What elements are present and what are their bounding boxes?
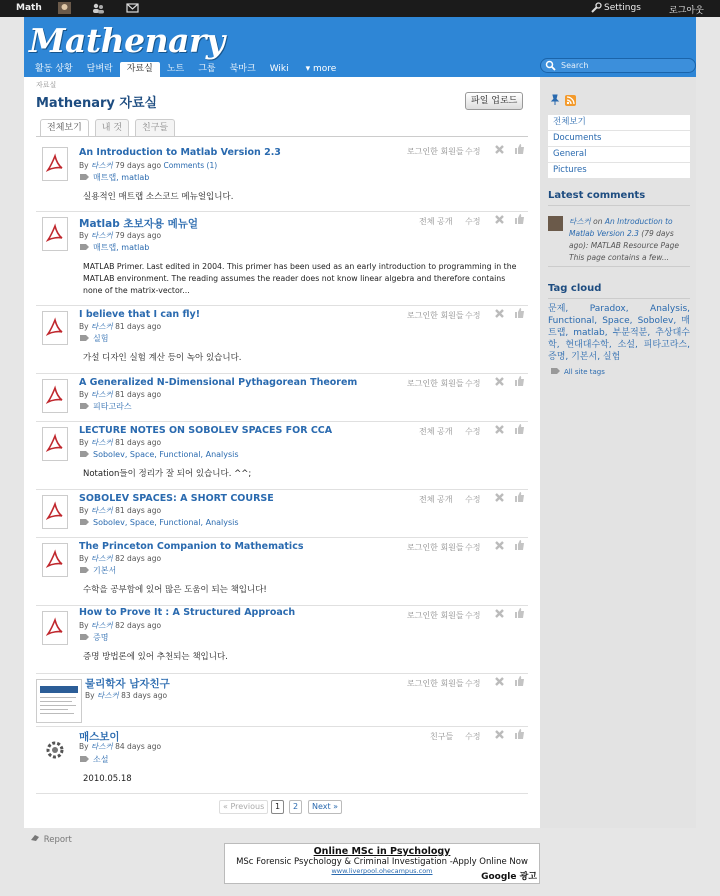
item-tags[interactable]: 피타고라스 — [79, 401, 132, 412]
visibility-label: 로그인한 회원들 — [407, 611, 464, 620]
tag-cloud-heading: Tag cloud — [548, 283, 602, 294]
report-icon — [30, 833, 41, 842]
pdf-icon — [46, 617, 64, 639]
item-tags[interactable]: Sobolev, Space, Functional, Analysis — [79, 518, 239, 527]
item-meta: By 타스커 82 days ago — [79, 621, 162, 630]
visibility-label: 로그인한 회원들 — [407, 311, 464, 320]
visibility-label: 로그인한 회원들 — [407, 543, 464, 552]
like-icon[interactable] — [514, 607, 525, 619]
search-icon — [545, 60, 556, 71]
item-meta: By 타스커 81 days ago — [79, 438, 162, 447]
filter-tab-friends[interactable]: 친구들 — [135, 119, 175, 136]
pdf-thumbnail[interactable] — [42, 147, 68, 181]
pager-previous: « Previous — [219, 800, 268, 814]
file-list-item — [36, 422, 528, 490]
ad-body: MSc Forensic Psychology & Criminal Investigation -Apply Online Now — [236, 857, 528, 867]
file-list-item — [36, 306, 528, 374]
tag-icon — [79, 173, 90, 181]
wrench-icon — [590, 2, 603, 14]
pager-next[interactable]: Next » — [308, 800, 342, 814]
delete-icon[interactable] — [494, 376, 505, 387]
like-icon[interactable] — [514, 491, 525, 503]
like-icon[interactable] — [514, 675, 525, 687]
delete-icon[interactable] — [494, 214, 505, 225]
like-icon[interactable] — [514, 375, 525, 387]
sidebar-item-pictures[interactable]: Pictures — [548, 163, 690, 178]
divider — [548, 298, 690, 299]
tag-icon — [79, 450, 90, 458]
item-title[interactable]: SOBOLEV SPACES: A SHORT COURSE — [79, 493, 274, 504]
pin-icon[interactable] — [550, 94, 560, 106]
main-nav — [28, 62, 343, 77]
file-list-item — [36, 606, 528, 674]
pdf-thumbnail[interactable] — [42, 495, 68, 529]
like-icon[interactable] — [514, 728, 525, 740]
avatar[interactable] — [548, 216, 563, 231]
pdf-icon — [46, 317, 64, 339]
visibility-label: 전체 공개 — [419, 495, 453, 504]
advertisement[interactable] — [224, 843, 540, 884]
pager-page-2[interactable]: 2 — [289, 800, 302, 814]
item-description: 수학을 공부함에 있어 많은 도움이 되는 책입니다! — [83, 585, 267, 595]
nav-tab-bookmarks[interactable]: 북마크 — [229, 64, 256, 74]
item-title[interactable]: The Princeton Companion to Mathematics — [79, 541, 304, 552]
edit-link[interactable]: 수정 — [465, 543, 481, 552]
pdf-thumbnail[interactable] — [42, 311, 68, 345]
item-description: 가설 디자인 실험 계산 등이 녹아 있습니다. — [83, 353, 242, 363]
file-list-item — [36, 727, 528, 794]
pdf-icon — [46, 549, 64, 571]
item-meta: By 타스커 79 days ago Comments (1) — [79, 161, 218, 170]
pdf-icon — [46, 153, 64, 175]
like-icon[interactable] — [514, 307, 525, 319]
site-header — [24, 17, 696, 77]
pdf-icon — [46, 385, 64, 407]
pdf-thumbnail[interactable] — [42, 427, 68, 461]
report-link[interactable]: Report — [30, 833, 72, 845]
gear-icon — [44, 739, 66, 761]
pdf-icon — [46, 223, 64, 245]
sidebar-item-general[interactable]: General — [548, 147, 690, 162]
tag-icon — [79, 633, 90, 641]
edit-link[interactable]: 수정 — [465, 732, 481, 741]
pdf-thumbnail[interactable] — [42, 543, 68, 577]
settings-link[interactable]: Settings — [604, 3, 641, 13]
delete-icon[interactable] — [494, 729, 505, 740]
sidebar-icons — [550, 91, 576, 110]
item-meta: By 타스커 82 days ago — [79, 554, 162, 563]
edit-link[interactable]: 수정 — [465, 311, 481, 320]
sidebar-item-documents[interactable]: Documents — [548, 131, 690, 146]
sidebar — [540, 77, 696, 828]
item-tags[interactable]: 매트랩, matlab — [79, 242, 149, 253]
item-title[interactable]: How to Prove It : A Structured Approach — [79, 607, 296, 618]
delete-icon[interactable] — [494, 144, 505, 155]
item-tags[interactable]: 증명 — [79, 632, 108, 643]
visibility-label: 로그인한 회원들 — [407, 379, 464, 388]
file-thumbnail[interactable] — [42, 732, 68, 766]
visibility-label: 친구들 — [430, 732, 454, 741]
filter-tabs — [40, 119, 181, 136]
file-list-item — [36, 490, 528, 538]
filter-tab-mine[interactable]: 내 것 — [95, 119, 129, 136]
item-description: 2010.05.18 — [83, 774, 132, 784]
pdf-thumbnail[interactable] — [42, 611, 68, 645]
item-tags[interactable]: 소설 — [79, 754, 108, 765]
item-meta: By 타스커 79 days ago — [79, 231, 162, 240]
tag-cloud[interactable]: 문제, Paradox, Analysis, Functional, Space, Sobolev, 매트랩, matlab, 부분적분, 추상대수학, 현대대수학, 소설, 피타고라스, 증명, 기본서, 실험 — [548, 304, 690, 362]
edit-link[interactable]: 수정 — [465, 427, 481, 436]
sidebar-item-all[interactable]: 전체보기 — [548, 115, 690, 130]
edit-link[interactable]: 수정 — [465, 611, 481, 620]
item-title[interactable]: 물리학자 남자친구 — [85, 678, 170, 690]
item-title[interactable]: A Generalized N-Dimensional Pythagorean Theorem — [79, 377, 358, 388]
divider — [548, 266, 690, 267]
tag-icon — [79, 402, 90, 410]
item-description: 실용적인 매트랩 소스코드 메뉴얼입니다. — [83, 192, 234, 202]
nav-tab-wiki[interactable]: Wiki — [269, 64, 289, 74]
edit-link[interactable]: 수정 — [465, 147, 481, 156]
nav-tab-files[interactable]: 자료실 — [120, 62, 160, 77]
visibility-label: 전체 공개 — [419, 217, 453, 226]
delete-icon[interactable] — [494, 492, 505, 503]
edit-link[interactable]: 수정 — [465, 379, 481, 388]
pdf-thumbnail[interactable] — [42, 379, 68, 413]
item-meta: By 타스커 81 days ago — [79, 390, 162, 399]
like-icon[interactable] — [514, 213, 525, 225]
latest-comment: 타스커 on An Introduction to Matlab Version 2.3 (79 days ago): MATLAB Resource Page This page contains a few... — [569, 217, 680, 262]
pdf-icon — [46, 433, 64, 455]
pdf-icon — [46, 501, 64, 523]
item-description: MATLAB Primer. Last edited in 2004. This primer has been used as an early introduction to programming in the MATLAB environment. The reading assumes the reader does not know linear algebra and therefore contains none of the matrix-vector... — [83, 262, 517, 295]
page-title: Mathenary 자료실 — [36, 96, 158, 111]
item-tags[interactable]: 기본서 — [79, 565, 116, 576]
item-tags[interactable]: 매트랩, matlab — [79, 172, 149, 183]
edit-link[interactable]: 수정 — [465, 679, 481, 688]
like-icon[interactable] — [514, 539, 525, 551]
edit-link[interactable]: 수정 — [465, 217, 481, 226]
pdf-thumbnail[interactable] — [42, 217, 68, 251]
nav-tab-more[interactable]: ▾ more — [305, 64, 337, 74]
avatar-icon[interactable] — [58, 2, 71, 14]
item-title[interactable]: I believe that I can fly! — [79, 309, 201, 320]
visibility-label: 전체 공개 — [419, 427, 453, 436]
file-list-item — [36, 538, 528, 606]
item-tags[interactable]: 실험 — [79, 333, 108, 344]
item-meta: By 타스커 81 days ago — [79, 506, 162, 515]
all-site-tags-link[interactable]: All site tags — [550, 367, 605, 376]
nav-tab-activity[interactable]: 활동 상황 — [35, 64, 73, 74]
rss-icon[interactable] — [565, 95, 576, 106]
item-description: Notation들이 정리가 잘 되어 있습니다. ^^; — [83, 469, 252, 479]
filter-tab-all[interactable]: 전체보기 — [40, 119, 89, 136]
item-tags[interactable]: Sobolev, Space, Functional, Analysis — [79, 450, 239, 459]
tag-icon — [79, 518, 90, 526]
main-content — [24, 77, 540, 828]
breadcrumb[interactable]: 자료실 — [36, 81, 57, 89]
latest-comments-heading: Latest comments — [548, 190, 646, 201]
file-list-item — [36, 674, 528, 727]
image-thumbnail[interactable] — [36, 679, 82, 723]
delete-icon[interactable] — [494, 608, 505, 619]
item-title[interactable]: LECTURE NOTES ON SOBOLEV SPACES FOR CCA — [79, 425, 333, 436]
friends-icon[interactable] — [92, 2, 105, 14]
visibility-label: 로그인한 회원들 — [407, 147, 464, 156]
item-title[interactable]: An Introduction to Matlab Version 2.3 — [79, 147, 281, 158]
like-icon[interactable] — [514, 143, 525, 155]
item-meta: By 타스커 83 days ago — [85, 691, 168, 700]
delete-icon[interactable] — [494, 676, 505, 687]
delete-icon[interactable] — [494, 540, 505, 551]
item-title[interactable]: 매스보이 — [79, 731, 120, 743]
logout-link[interactable]: 로그아웃 — [669, 6, 704, 16]
item-description: 증명 방법론에 있어 추천되는 책입니다. — [83, 652, 228, 662]
file-list-item — [36, 374, 528, 422]
tag-icon — [79, 243, 90, 251]
file-list-item — [36, 142, 528, 212]
item-meta: By 타스커 84 days ago — [79, 742, 162, 751]
search-placeholder: Search — [561, 61, 589, 70]
tag-icon — [79, 334, 90, 342]
item-title[interactable]: Matlab 초보자용 메뉴얼 — [79, 218, 199, 230]
divider — [36, 136, 528, 137]
delete-icon[interactable] — [494, 308, 505, 319]
nav-tab-groups[interactable]: 그룹 — [198, 64, 216, 74]
tag-icon — [79, 755, 90, 763]
divider — [548, 205, 690, 206]
upload-file-button[interactable]: 파일 업로드 — [465, 92, 523, 110]
nav-tab-notes[interactable]: 노트 — [166, 64, 185, 74]
pager-page-1[interactable]: 1 — [271, 800, 284, 814]
mail-icon[interactable] — [126, 2, 139, 14]
site-brand[interactable]: Math — [16, 3, 42, 13]
item-meta: By 타스커 81 days ago — [79, 322, 162, 331]
visibility-label: 로그인한 회원들 — [407, 679, 464, 688]
search-input[interactable] — [540, 58, 696, 73]
site-logo[interactable]: Mathenary — [29, 21, 225, 60]
ad-title[interactable]: Online MSc in Psychology — [313, 846, 451, 857]
like-icon[interactable] — [514, 423, 525, 435]
delete-icon[interactable] — [494, 424, 505, 435]
file-list-item — [36, 212, 528, 306]
nav-tab-wall[interactable]: 담벼락 — [86, 64, 113, 74]
tag-icon — [550, 367, 561, 375]
tag-icon — [79, 566, 90, 574]
ad-url[interactable]: www.liverpool.ohecampus.com — [331, 867, 433, 875]
top-bar — [0, 0, 720, 17]
ad-badge[interactable]: Google 광고 — [481, 872, 537, 882]
edit-link[interactable]: 수정 — [465, 495, 481, 504]
